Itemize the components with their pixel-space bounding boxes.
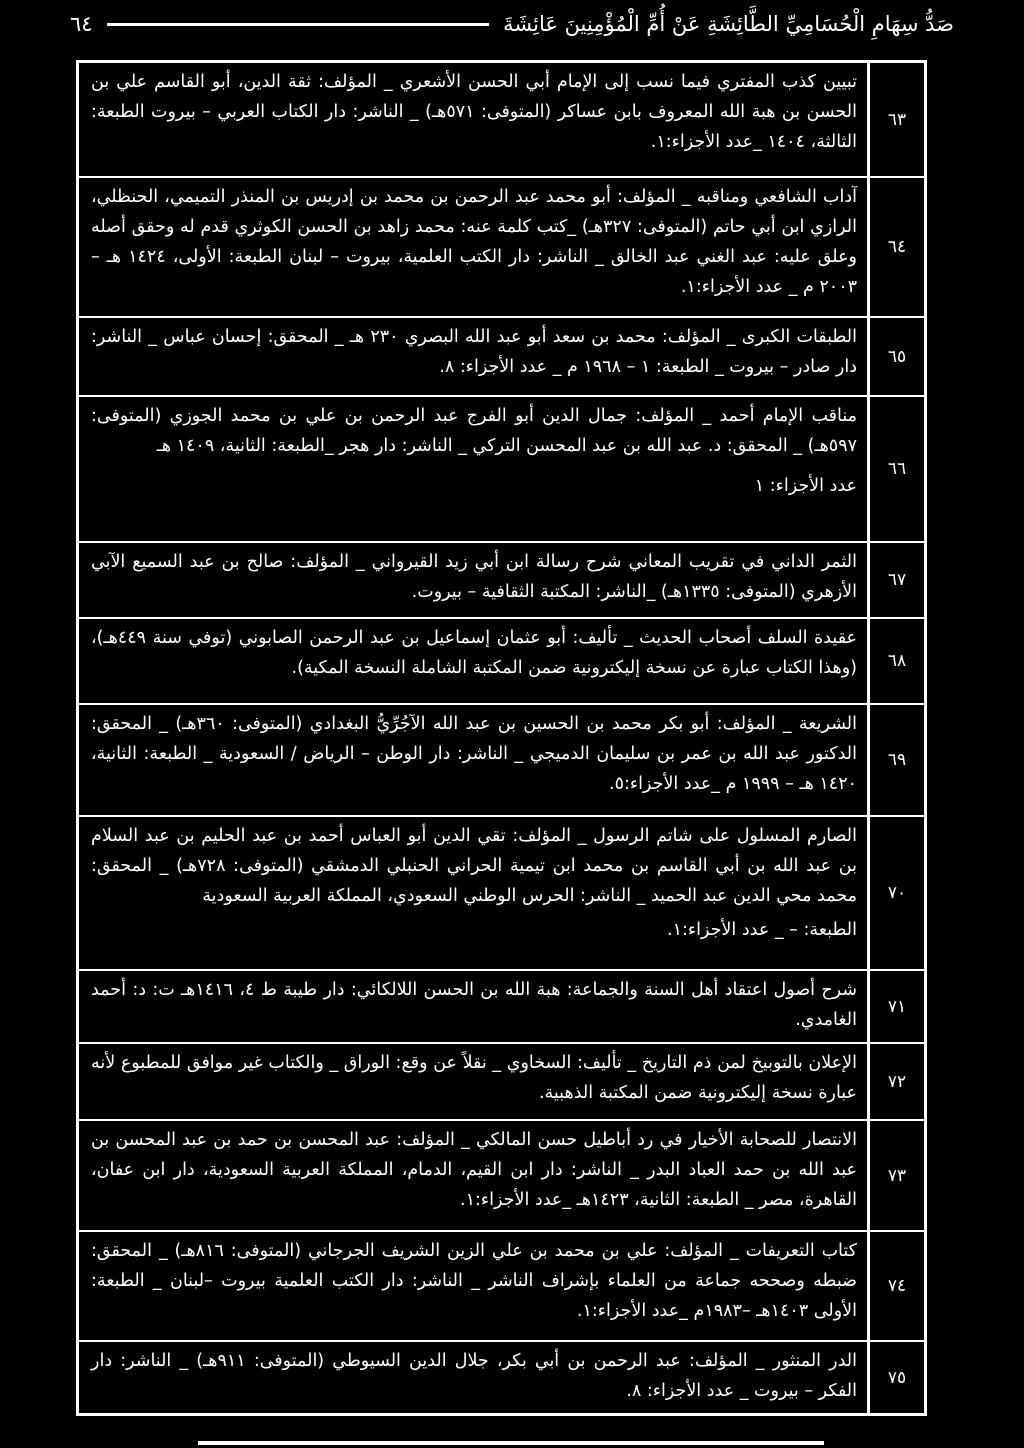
entry-number: ٦٧	[867, 543, 924, 617]
header-rule	[107, 23, 490, 26]
entry-number: ٦٩	[867, 705, 924, 815]
entry-number: ٦٤	[867, 178, 924, 316]
table-row	[79, 817, 924, 971]
entry-text: الدر المنثور _ المؤلف: عبد الرحمن بن أبي بكر، جلال الدين السيوطي (المتوفى: ٩١١هـ) _ الناشر: دار الفكر – بيروت _ عدد الأجزاء: ٨.	[91, 1351, 857, 1401]
running-title: صَدُّ سِهَامِ الْحُسَامِيِّ الطَّائِشَةِ عَنْ أُمِّ الْمُؤْمِنِينَ عَائِشَةَ	[503, 12, 954, 36]
entry-number: ٧٥	[867, 1342, 924, 1413]
entry-main: مناقب الإمام أحمد _ المؤلف: جمال الدين أبو الفرج عبد الرحمن بن علي بن محمد الجوزي (المتوفى: ٥٩٧هـ) _ المحقق: د. عبد الله بن عبد المحسن التركي _ الناشر: دار هجر _الطبعة: الثانية، ١٤٠٩ هـ	[91, 406, 857, 456]
entry-text: الثمر الداني في تقريب المعاني شرح رسالة ابن أبي زيد القيرواني _ المؤلف: صالح بن عبد السميع الآبي الأزهري (المتوفى: ١٣٣٥هـ) _الناشر: المكتبة الثقافية – بيروت.	[91, 552, 857, 602]
entry-text	[79, 817, 867, 969]
entry-extra: الطبعة: – _ عدد الأجزاء:١.	[666, 920, 857, 940]
table-row	[79, 63, 924, 178]
entry-main: الصارم المسلول على شاتم الرسول _ المؤلف: تقي الدين أبو العباس أحمد بن عبد الحليم بن عبد السلام بن عبد الله بن أبي القاسم بن محمد ابن تيمية الحراني الحنبلي الدمشقي (المتوفى: ٧٢٨هـ) _ المحقق: محمد محي الدين عبد الحميد _ الناشر: الحرس الوطني السعودي، المملكة العربية السعودية	[91, 826, 857, 906]
entry-number: ٧٤	[867, 1232, 924, 1340]
table-row	[79, 971, 924, 1044]
entry-text: الانتصار للصحابة الأخيار في رد أباطيل حسن المالكي _ المؤلف: عبد المحسن بن حمد بن عبد المحسن بن عبد الله بن حمد العباد البدر _ الناشر: دار ابن القيم، الدمام، المملكة العربية السعودية، دار ابن عفان، القاهرة، مصر _ الطبعة: الثانية، ١٤٢٣هـ _عدد الأجزاء:١.	[91, 1130, 857, 1210]
entry-number: ٧٠	[867, 817, 924, 969]
entry-number: ٧١	[867, 971, 924, 1042]
table-row	[79, 1044, 924, 1121]
entry-text: الإعلان بالتوبيخ لمن ذم التاريخ _ تأليف: السخاوي _ نقلاً عن وقع: الوراق _ والكتاب غير موافق للمطبوع لأنه عبارة نسخة إليكترونية ضمن المكتبة الذهبية.	[91, 1053, 857, 1103]
entry-number: ٧٣	[867, 1121, 924, 1230]
table-row	[79, 1342, 924, 1413]
entry-text	[79, 397, 867, 541]
table-row	[79, 318, 924, 397]
entry-number: ٦٨	[867, 619, 924, 703]
entry-text: تبيين كذب المفتري فيما نسب إلى الإمام أبي الحسن الأشعري _ المؤلف: ثقة الدين، أبو القاسم علي بن الحسن بن هبة الله المعروف بابن عساكر (المتوفى: ٥٧١هـ) _ الناشر: دار الكتاب العربي – بيروت الطبعة: الثالثة، ١٤٠٤ _عدد الأجزاء:١.	[91, 72, 857, 152]
entry-number: ٦٣	[867, 63, 924, 176]
table-row	[79, 1121, 924, 1232]
entry-number: ٦٦	[867, 397, 924, 541]
references-table	[76, 60, 927, 1416]
entry-text: الشريعة _ المؤلف: أبو بكر محمد بن الحسين بن عبد الله الآجُرِّيُّ البغدادي (المتوفى: ٣٦٠هـ) _ المحقق: الدكتور عبد الله بن عمر بن سليمان الدميجي _ الناشر: دار الوطن – الرياض / السعودية _ الطبعة: الثانية، ١٤٢٠ هـ – ١٩٩٩ م _عدد الأجزاء:٥.	[91, 714, 858, 794]
entry-text: عقيدة السلف أصحاب الحديث _ تأليف: أبو عثمان إسماعيل بن عبد الرحمن الصابوني (توفي سنة ٤٤٩هـ)، (وهذا الكتاب عبارة عن نسخة إليكترونية ضمن المكتبة الشاملة النسخة المكية).	[91, 628, 857, 678]
table-row	[79, 1232, 924, 1342]
entry-number: ٧٢	[867, 1044, 924, 1119]
entry-number: ٦٥	[867, 318, 924, 395]
entry-extra: عدد الأجزاء: ١	[754, 476, 857, 496]
table-row	[79, 619, 924, 705]
entry-text: كتاب التعريفات _ المؤلف: علي بن محمد بن علي الزين الشريف الجرجاني (المتوفى: ٨١٦هـ) _ المحقق: ضبطه وصححه جماعة من العلماء بإشراف الناشر _ الناشر: دار الكتب العلمية بيروت –لبنان _ الطبعة: الأولى ١٤٠٣هـ –١٩٨٣م _عدد الأجزاء:١.	[91, 1241, 857, 1321]
page-header	[70, 6, 954, 42]
table-row	[79, 397, 924, 543]
entry-text: آداب الشافعي ومناقبه _ المؤلف: أبو محمد عبد الرحمن بن محمد بن إدريس بن المنذر التميمي، الحنظلي، الرازي ابن أبي حاتم (المتوفى: ٣٢٧هـ) _كتب كلمة عنه: محمد زاهد بن الحسن الكوثري قدم له وحقق أصله وعلق عليه: عبد الغني عبد الخالق _ الناشر: دار الكتب العلمية، بيروت – لبنان الطبعة: الأولى، ١٤٢٤ هـ – ٢٠٠٣ م _ عدد الأجزاء:١.	[91, 187, 857, 297]
entry-text: الطبقات الكبرى _ المؤلف: محمد بن سعد أبو عبد الله البصري ٢٣٠ هـ _ المحقق: إحسان عباس _ الناشر: دار صادر – بيروت _ الطبعة: ١ – ١٩٦٨ م _ عدد الأجزاء: ٨.	[91, 327, 857, 377]
page-number: ٦٤	[70, 12, 93, 36]
table-row	[79, 543, 924, 619]
entry-text: شرح أصول اعتقاد أهل السنة والجماعة: هبة الله بن الحسن اللالكائي: دار طيبة ط ٤، ١٤١٦هـ ت: د: أحمد الغامدي.	[91, 980, 857, 1030]
table-row	[79, 705, 924, 817]
table-row	[79, 178, 924, 318]
footer-rule	[198, 1441, 824, 1445]
